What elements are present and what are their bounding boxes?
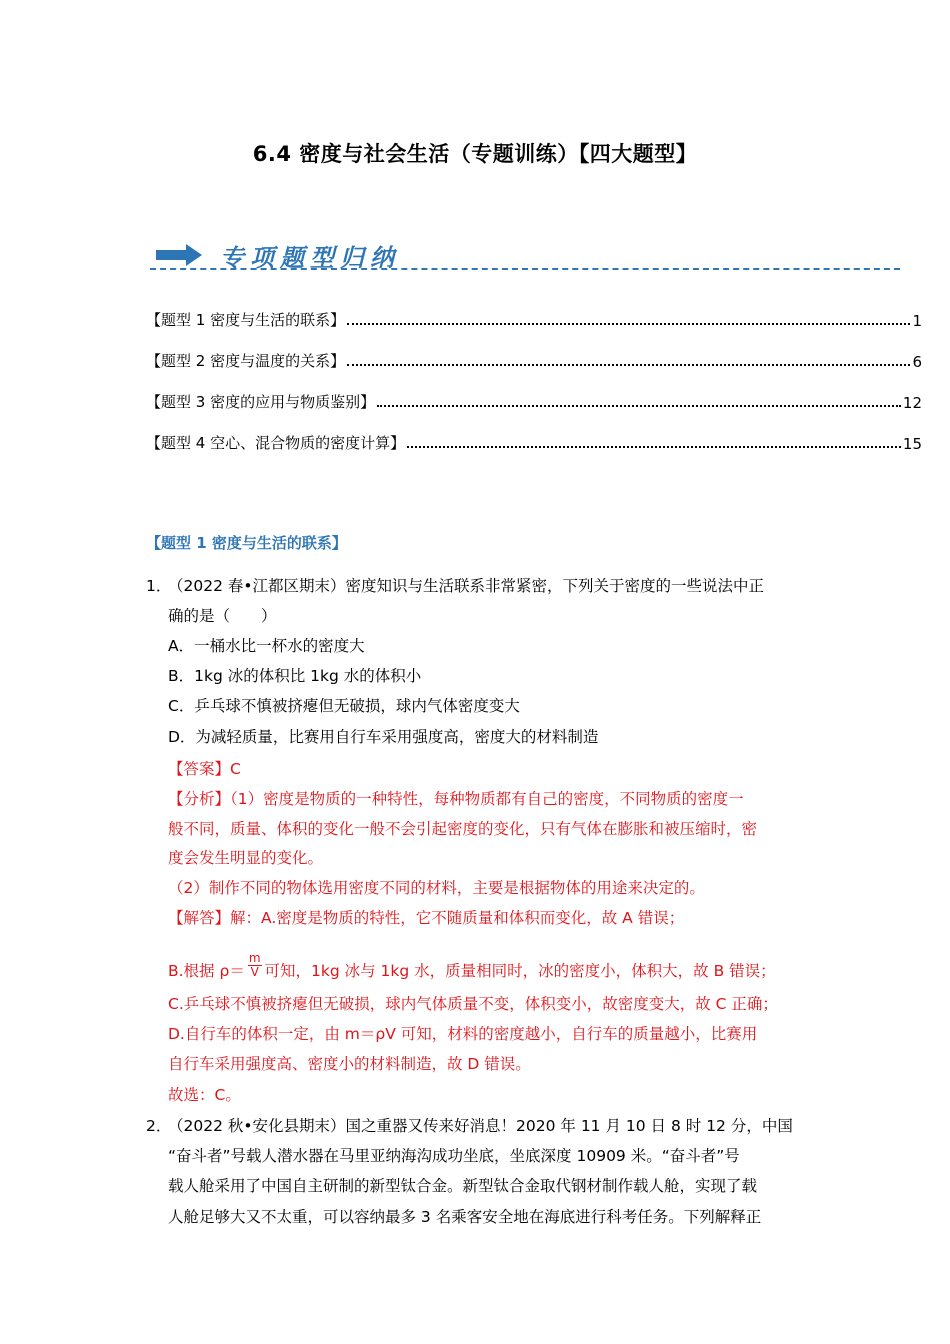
solution-line: C.乒乓球不慎被挤瘪但无破损，球内气体质量不变，体积变小，故密度变大，故 C 正确； bbox=[168, 995, 778, 1013]
answer: 【答案】C bbox=[168, 760, 241, 778]
toc-label: 【题型 2 密度与温度的关系】 bbox=[146, 352, 346, 370]
toc-leader bbox=[347, 323, 910, 325]
toc-page-number: 1 bbox=[912, 312, 922, 330]
question-stem: （2022 春•江都区期末）密度知识与生活联系非常紧密，下列关于密度的一些说法中正 bbox=[168, 577, 765, 595]
toc-entry[interactable] bbox=[146, 390, 922, 412]
toc-leader bbox=[377, 405, 901, 407]
question-stem: 确的是（ ） bbox=[168, 607, 277, 625]
section-banner bbox=[150, 234, 910, 274]
banner-title: 专项题型归纳 bbox=[220, 244, 400, 272]
question-stem: 载人舱采用了中国自主研制的新型钛合金。新型钛合金取代钢材制作载人舱，实现了载 bbox=[168, 1177, 758, 1195]
analysis-line: 般不同，质量、体积的变化一般不会引起密度的变化，只有气体在膨胀和被压缩时，密 bbox=[168, 820, 758, 838]
toc-page-number: 6 bbox=[912, 353, 922, 371]
analysis-line: （2）制作不同的物体选用密度不同的材料，主要是根据物体的用途来决定的。 bbox=[168, 879, 705, 897]
fraction-numerator: m bbox=[248, 951, 261, 965]
banner-divider bbox=[150, 268, 900, 270]
solution-line: 【解答】解：A.密度是物质的特性，它不随质量和体积而变化，故 A 错误； bbox=[168, 909, 685, 927]
density-fraction bbox=[248, 952, 262, 979]
analysis-line: 度会发生明显的变化。 bbox=[168, 849, 324, 867]
solution-line: D.自行车的体积一定，由 m＝ρV 可知，材料的密度越小，自行车的质量越小，比赛用 bbox=[168, 1025, 758, 1043]
option-d: D．为减轻质量，比赛用自行车采用强度高，密度大的材料制造 bbox=[168, 728, 599, 746]
toc-entry[interactable] bbox=[146, 349, 922, 371]
solution-text: B.根据 ρ＝ bbox=[168, 962, 245, 980]
toc-entry[interactable] bbox=[146, 431, 922, 453]
analysis-line: 【分析】（1）密度是物质的一种特性，每种物质都有自己的密度，不同物质的密度一 bbox=[168, 790, 744, 808]
question-stem: 人舱足够大又不太重，可以容纳最多 3 名乘客安全地在海底进行科考任务。下列解释正 bbox=[168, 1208, 762, 1226]
solution-line bbox=[168, 951, 776, 985]
option-c: C．乒乓球不慎被挤瘪但无破损，球内气体密度变大 bbox=[168, 697, 520, 715]
toc-label: 【题型 4 空心、混合物质的密度计算】 bbox=[146, 434, 406, 452]
section-heading: 【题型 1 密度与生活的联系】 bbox=[146, 534, 347, 552]
solution-line: 自行车采用强度高、密度小的材料制造，故 D 错误。 bbox=[168, 1055, 531, 1073]
right-arrow-icon bbox=[156, 244, 202, 266]
toc-label: 【题型 1 密度与生活的联系】 bbox=[146, 311, 346, 329]
question-number: 1． bbox=[146, 577, 172, 595]
solution-text: 可知，1kg 冰与 1kg 水，质量相同时，冰的密度小，体积大，故 B 错误； bbox=[264, 962, 776, 980]
page-title: 6.4 密度与社会生活（专题训练）【四大题型】 bbox=[252, 142, 698, 166]
toc-page-number: 15 bbox=[902, 435, 922, 453]
question-stem: （2022 秋•安化县期末）国之重器又传来好消息！2020 年 11 月 10 日 8 时 12 分，中国 bbox=[168, 1117, 793, 1135]
toc-leader bbox=[407, 446, 901, 448]
option-a: A．一桶水比一杯水的密度大 bbox=[168, 637, 365, 655]
toc-leader bbox=[347, 364, 910, 366]
conclusion: 故选：C。 bbox=[168, 1086, 241, 1104]
toc-entry[interactable] bbox=[146, 308, 922, 330]
toc-page-number: 12 bbox=[902, 394, 922, 412]
toc-label: 【题型 3 密度的应用与物质鉴别】 bbox=[146, 393, 376, 411]
question-stem: “奋斗者”号载人潜水器在马里亚纳海沟成功坐底，坐底深度 10909 米。“奋斗者”号 bbox=[168, 1147, 740, 1165]
question-number: 2． bbox=[146, 1117, 172, 1135]
option-b: B．1kg 冰的体积比 1kg 水的体积小 bbox=[168, 667, 422, 685]
fraction-denominator: V bbox=[250, 965, 259, 979]
